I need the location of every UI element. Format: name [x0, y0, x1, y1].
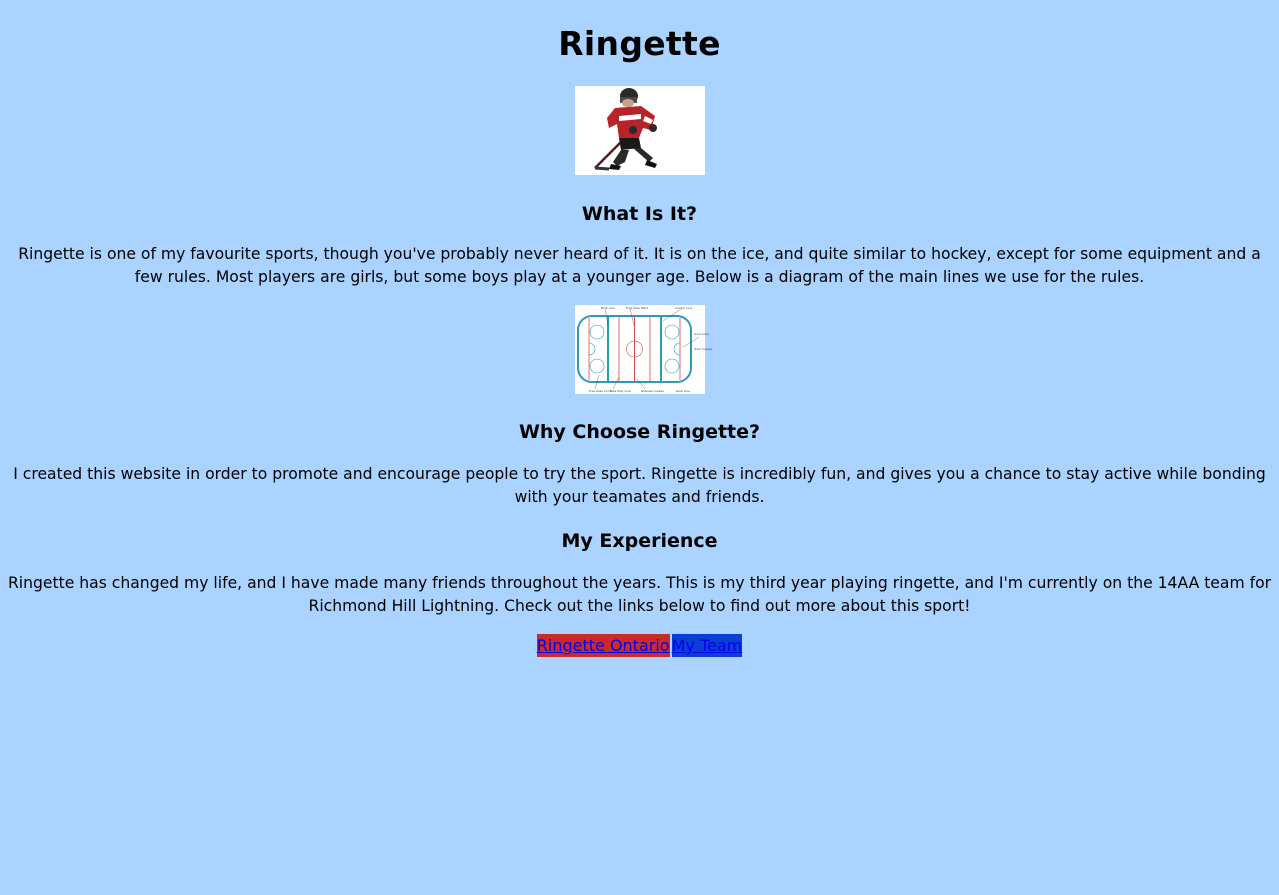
ringette-player-icon	[575, 86, 705, 175]
page-title: Ringette	[558, 24, 721, 63]
rink-label-free-pass-mark: Free Pass Mark	[625, 306, 648, 310]
rink-diagram-image	[575, 305, 712, 394]
rink-label-free-play-line: Free Play Line	[609, 389, 631, 393]
rink-label-goal-line: Goal Line	[675, 389, 690, 393]
section-heading-why: Why Choose Ringette?	[518, 421, 761, 443]
ringette-ontario-link[interactable]: Ringette Ontario	[536, 636, 670, 655]
rink-label-goal-crease: Goal Crease	[693, 347, 712, 351]
rink-diagram-icon	[575, 305, 712, 394]
section-body-experience: Ringette has changed my life, and I have made many friends throughout the years. This is my third year playing ringette, and I'm currently on the 14AA team for Richmond Hill Lightning. Check out the links below to find out more about this sport!	[7, 574, 1272, 615]
section-heading-experience: My Experience	[561, 530, 718, 552]
rink-label-goal-area: Goal Area	[693, 332, 709, 336]
my-team-link[interactable]: My Team	[671, 636, 743, 655]
rink-label-referee-crease: Referee Crease	[640, 389, 664, 393]
rink-label-centre-line: Centre Line	[674, 306, 692, 310]
section-body-why: I created this website in order to promote and encourage people to try the sport. Ringette is incredibly fun, and gives you a chance to stay active while bonding with your teamates and friends.	[13, 465, 1266, 506]
links-row	[0, 634, 1279, 657]
section-body-what: Ringette is one of my favourite sports, though you've probably never heard of it. It is on the ice, and quite similar to hockey, except for some equipment and a few rules. Most players are girls, but some boys play at a younger age. Below is a diagram of the main lines we use for the rules.	[18, 245, 1261, 286]
rink-label-blue-line: Blue Line	[600, 306, 615, 310]
ringette-player-image	[575, 86, 705, 175]
section-heading-what: What Is It?	[581, 203, 698, 225]
rink-label-free-pass-circle: Free Pass Circle	[588, 389, 612, 393]
